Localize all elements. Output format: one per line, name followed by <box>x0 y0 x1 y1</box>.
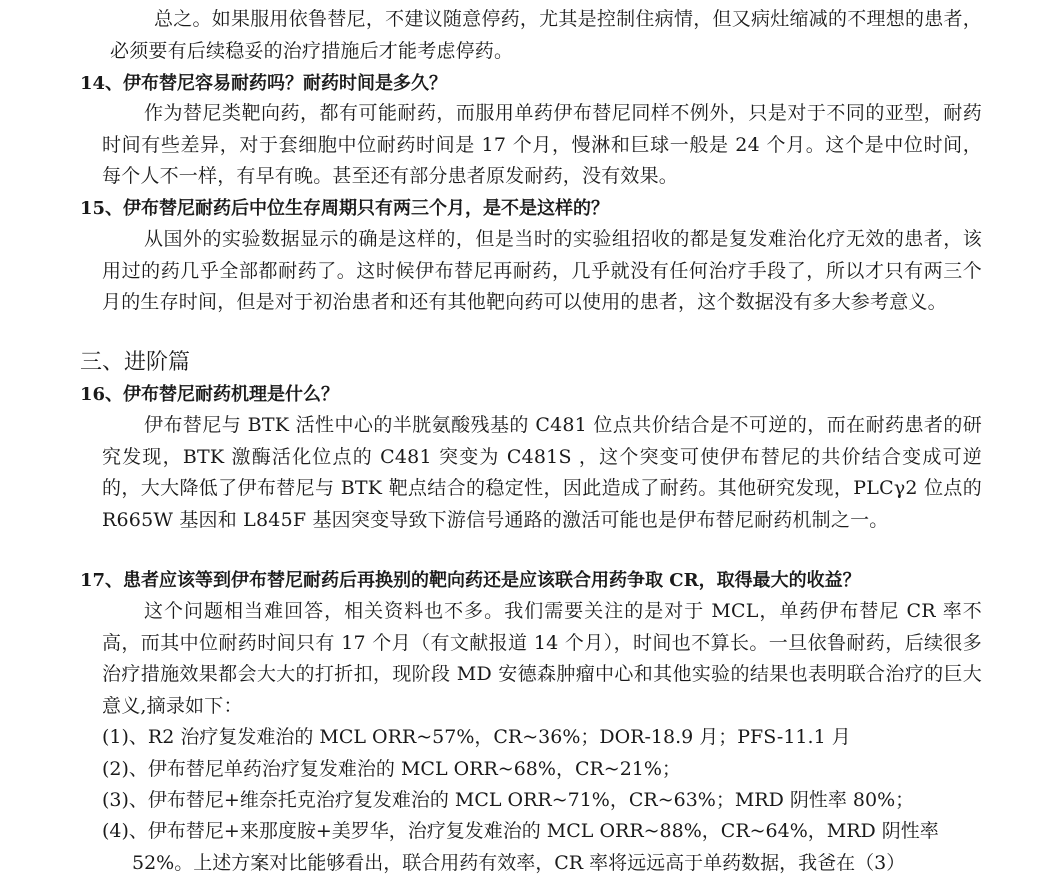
intro-paragraph: 总之。如果服用依鲁替尼，不建议随意停药，尤其是控制住病情，但又病灶缩减的不理想的患者，必须要有后续稳妥的治疗措施后才能考虑停药。 <box>110 8 982 62</box>
list-item-4: (4)、伊布替尼+来那度胺+美罗华，治疗复发难治的 MCL ORR~88%，CR~64%，MRD 阴性率 52%。上述方案对比能够看出，联合用药有效率，CR 率将远远高于单药数据，我爸在（3） <box>102 820 939 874</box>
question-16-heading: 16、伊布替尼耐药机理是什么？ <box>80 384 340 405</box>
section-3-title: 三、进阶篇 <box>80 350 191 375</box>
answer-14-paragraph: 作为替尼类靶向药，都有可能耐药，而服用单药伊布替尼同样不例外，只是对于不同的亚型，耐药时间有些差异，对于套细胞中位耐药时间是 17 个月，慢淋和巨球一般是 24 个月。这个是中位时间，每个人不一样，有早有晚。甚至还有部分患者原发耐药，没有效果。 <box>102 102 982 187</box>
question-14-heading: 14、伊布替尼容易耐药吗？耐药时间是多久？ <box>80 73 448 94</box>
list-item-3: (3)、伊布替尼+维奈托克治疗复发难治的 MCL ORR~71%，CR~63%；MRD 阴性率 80%； <box>102 789 915 811</box>
answer-17-paragraph: 这个问题相当难回答，相关资料也不多。我们需要关注的是对于 MCL，单药伊布替尼 CR 率不高，而其中位耐药时间只有 17 个月（有文献报道 14 个月），时间也不算长。一旦依鲁耐药，后续很多治疗措施效果都会大大的打折扣，现阶段 MD 安德森肿瘤中心和其他实验的结果也表明联合治疗的巨大意义,摘录如下： <box>102 600 982 717</box>
list-item-1: (1)、R2 治疗复发难治的 MCL ORR~57%，CR~36%；DOR-18.9 月；PFS-11.1 月 <box>102 726 851 748</box>
question-15-heading: 15、伊布替尼耐药后中位生存周期只有两三个月，是不是这样的？ <box>80 198 610 219</box>
list-item-2: (2)、伊布替尼单药治疗复发难治的 MCL ORR~68%，CR~21%； <box>102 758 681 780</box>
question-17-heading: 17、患者应该等到伊布替尼耐药后再换别的靶向药还是应该联合用药争取 CR，取得最大的收益？ <box>80 570 861 591</box>
answer-16-paragraph: 伊布替尼与 BTK 活性中心的半胱氨酸残基的 C481 位点共价结合是不可逆的，而在耐药患者的研究发现，BTK 激酶活化位点的 C481 突变为 C481S ，这个突变可使伊布替尼的共价结合变成可逆的，大大降低了伊布替尼与 BTK 靶点结合的稳定性，因此造成了耐药。其他研究发现，PLCγ2 位点的 R665W 基因和 L845F 基因突变导致下游信号通路的激活可能也是伊布替尼耐药机制之一。 <box>102 414 982 531</box>
answer-15-paragraph: 从国外的实验数据显示的确是这样的，但是当时的实验组招收的都是复发难治化疗无效的患者，该用过的药几乎全部都耐药了。这时候伊布替尼再耐药，几乎就没有任何治疗手段了，所以才只有两三个月的生存时间，但是对于初治患者和还有其他靶向药可以使用的患者，这个数据没有多大参考意义。 <box>102 228 982 313</box>
